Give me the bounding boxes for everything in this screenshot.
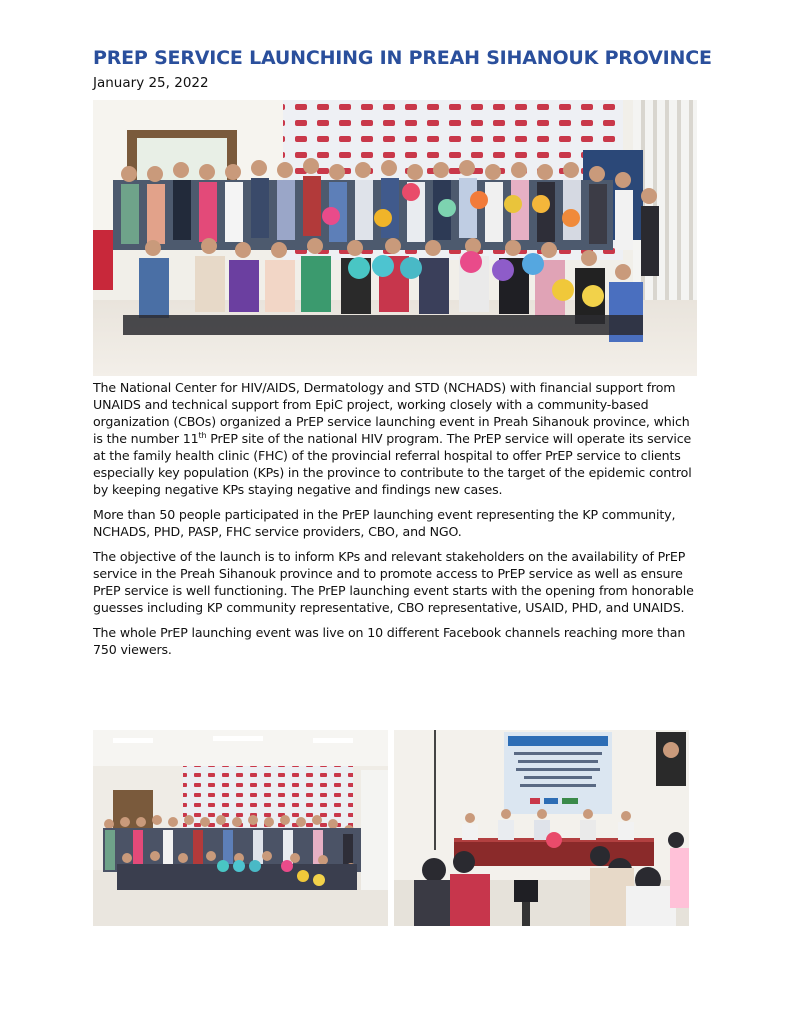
paragraph-3: The objective of the launch is to inform KPs and relevant stakeholders on the availability of PrEP service in the Preah Sihanouk province and to promote access to PrEP service as well as ensure PrEP service is well functioning. The PrEP launching event starts with the opening from honorable guesses including KP community representative, CBO representative, USAID, PHD, and UNAIDS. [93, 549, 694, 615]
article-date: January 25, 2022 [93, 75, 209, 91]
paragraph-1-part-a: The National Center for HIV/AIDS, Dermatology and STD (NCHADS) with financial support from UNAIDS and technical support from EpiC project, working closely with a community-based organization (CBOs) organized a PrEP service launching event in Preah Sihanouk province, which is the number 11 [93, 380, 690, 446]
paragraph-1-superscript: th [198, 430, 207, 440]
paragraph-2: More than 50 people participated in the PrEP launching event representing the KP community, NCHADS, PHD, PASP, FHC service providers, CBO, and NGO. [93, 507, 676, 539]
group-photo-secondary [93, 730, 388, 926]
paragraph-1-part-b: PrEP site of the national HIV program. The PrEP service will operate its service at the family health clinic (FHC) of the provincial referral hospital to offer PrEP service to clients especially key population (KPs) in the province to contribute to the target of the epidemic control by keeping negative KPs staying negative and findings new cases. [93, 431, 692, 497]
article-body [93, 379, 703, 666]
group-photo-main [93, 100, 697, 376]
meeting-photo [394, 730, 689, 926]
page-title: PREP SERVICE LAUNCHING IN PREAH SIHANOUK PROVINCE [93, 47, 712, 69]
paragraph-1 [93, 379, 703, 498]
paragraph-4: The whole PrEP launching event was live on 10 different Facebook channels reaching more than 750 viewers. [93, 625, 686, 657]
